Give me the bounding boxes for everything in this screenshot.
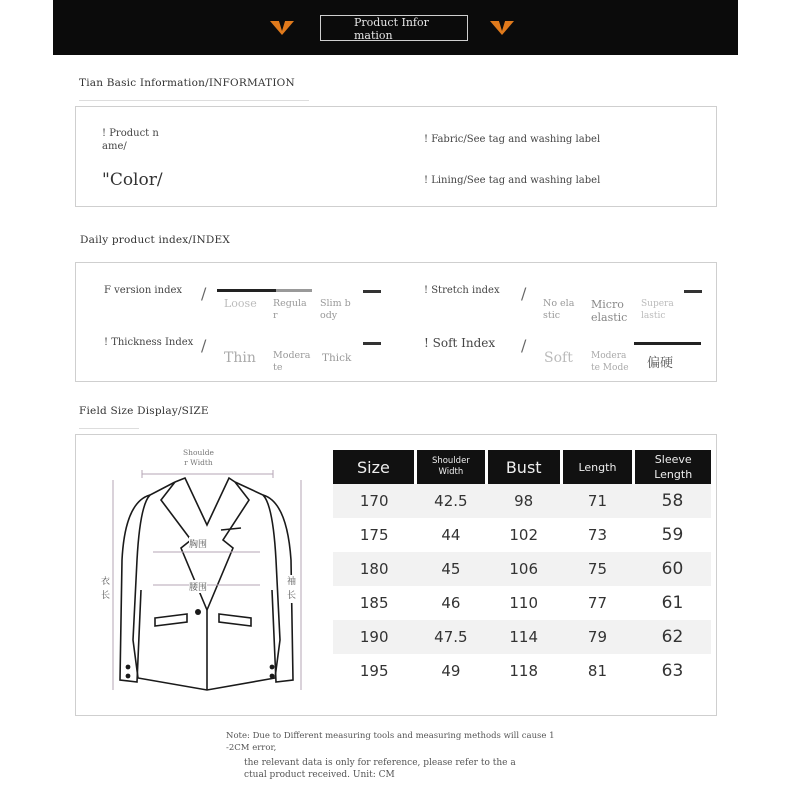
color-label: "Color/ [102,170,163,190]
note-line-2: -2CM error, [226,743,277,753]
sleeve-label: 袖长 [287,577,297,601]
soft-index-bar [634,342,701,345]
section-title-index: Daily product index/INDEX [80,234,231,246]
product-name-label: ! Product n ame/ [102,128,159,152]
header-length: Length [561,450,634,484]
banner-title-line2: mation [354,29,393,42]
stretch-option-super: Supera lastic [641,299,674,321]
stretch-index-end [684,290,702,293]
slash: / [201,284,207,303]
version-option-slim: Slim b ody [320,298,351,321]
soft-option-hard: 偏硬 [647,356,674,371]
stretch-index-label: ! Stretch index [424,285,500,296]
note-line-1: Note: Due to Different measuring tools and measuring methods will cause 1 [226,731,555,741]
table-row: 185 46 110 77 61 [359,593,684,613]
version-index-end [363,290,381,293]
shoulder-width-label: Shoulde r Width [183,448,214,467]
jacket-diagram [95,440,320,705]
table-row: 175 44 102 73 59 [359,525,684,545]
fabric-label: ! Fabric/See tag and washing label [424,134,601,145]
table-row: 190 47.5 114 79 62 [333,620,711,654]
table-row: 180 45 106 75 60 [333,552,711,586]
version-index-label: F version index [104,285,183,296]
table-row: 170 42.5 98 71 58 [333,484,711,518]
version-option-loose: Loose [224,297,257,310]
header-bust: Bust [486,450,561,484]
soft-index-label: ! Soft Index [424,336,496,350]
thickness-option-moderate: Modera te [273,350,311,373]
slash: / [201,336,207,355]
section-title-size: Field Size Display/SIZE [79,405,209,417]
basic-info-box [75,106,717,207]
table-row: 195 49 118 81 63 [359,661,684,681]
note-line-3: the relevant data is only for reference, please refer to the a [244,758,516,768]
chest-label: 胸围 [189,537,207,550]
banner-title-line1: Product Infor [354,16,429,29]
slash: / [521,336,527,355]
stretch-option-none: No ela stic [543,298,575,321]
soft-option-moderate: Modera te Mode [591,351,629,373]
chevron-down-icon [270,21,294,35]
thickness-index-label: ! Thickness Index [104,337,194,348]
length-label: 衣长 [101,577,111,601]
size-table [333,450,711,688]
waist-label: 腰围 [189,580,207,593]
slash: / [521,284,527,303]
section-title-basic: Tian Basic Information/INFORMATION [79,77,295,89]
table-header-row [333,450,711,484]
header-sleeve: Sleeve Length [634,450,711,484]
divider [79,428,139,429]
banner-title [320,15,468,41]
thickness-option-thick: Thick [322,352,352,364]
stretch-option-micro: Micro elastic [591,298,628,324]
header-size: Size [333,450,415,484]
soft-option-soft: Soft [544,350,573,366]
lining-label: ! Lining/See tag and washing label [424,175,601,186]
version-option-regular: Regula r [273,298,307,321]
chevron-down-icon [490,21,514,35]
header-shoulder: Shoulder Width [415,450,486,484]
divider [79,100,309,101]
thickness-index-end [363,342,381,345]
thickness-option-thin: Thin [224,350,256,366]
version-index-marker [276,289,312,292]
note-line-4: ctual product received. Unit: CM [244,770,395,780]
